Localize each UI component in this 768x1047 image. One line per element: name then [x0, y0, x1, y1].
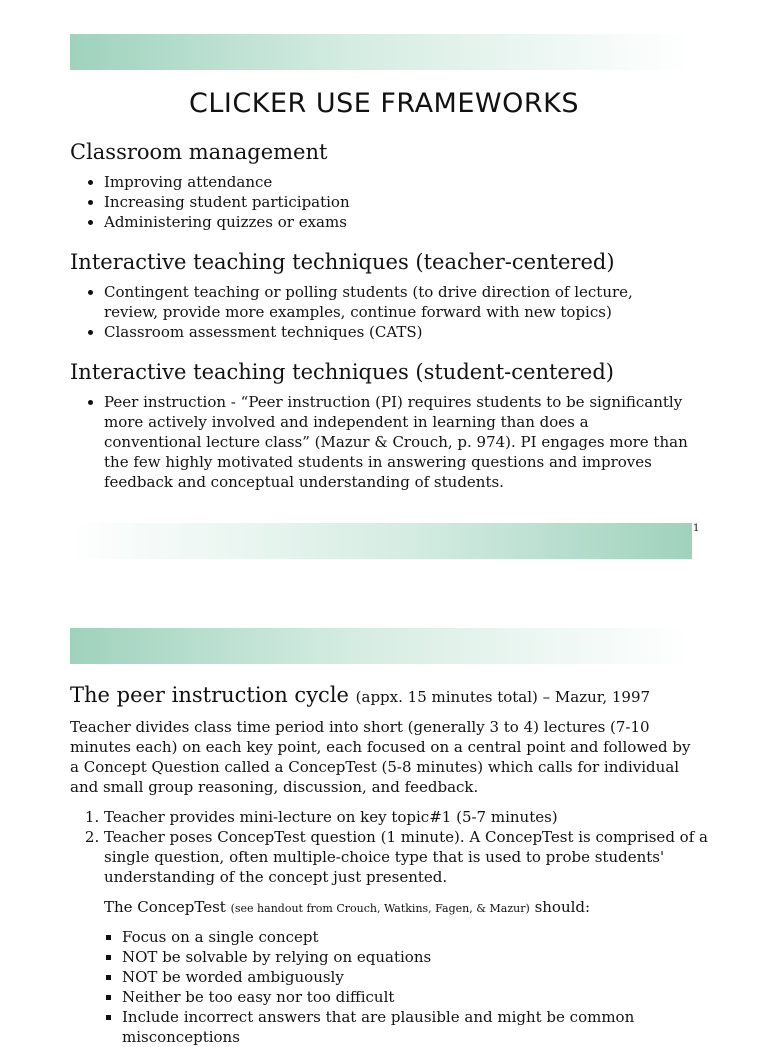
section-student-centered: [70, 360, 690, 492]
page-number: 1: [693, 523, 700, 534]
list-item: ▪ NOT be solvable by relying on equations: [122, 947, 742, 967]
intro-paragraph: Teacher divides class time period into short (generally 3 to 4) lectures (7-10 minutes each) on each key point, each focused on a central point and followed by a Concept Question called a ConcepTest (5-8 minutes) which calls for individual and small group reasoning, discussion, and feedback.: [70, 718, 691, 796]
conceptest-line: [104, 897, 742, 919]
footer-band: [70, 523, 692, 559]
list-item: 1. Teacher provides mini-lecture on key topic#1 (5-7 minutes): [104, 807, 729, 827]
list-item: • Increasing student participation: [104, 192, 350, 212]
section-classroom-management: [70, 140, 350, 232]
bullet-list: [70, 392, 690, 492]
section-peer-cycle: [70, 683, 742, 1047]
list-item: 2. Teacher poses ConcepTest question (1 minute). A ConcepTest is comprised of a single question, often multiple-choice type that is used to probe students' understanding of the concept just presented.: [104, 827, 729, 887]
list-item: ▪ Neither be too easy nor too difficult: [122, 987, 742, 1007]
section-teacher-centered: [70, 250, 690, 342]
section-heading: Interactive teaching techniques (teacher-centered): [70, 250, 615, 274]
list-item: • Classroom assessment techniques (CATS): [104, 322, 690, 342]
section-heading: Classroom management: [70, 140, 328, 164]
conceptest-prefix: The ConcepTest: [104, 898, 226, 916]
cycle-heading: [70, 683, 742, 707]
bullet-list: [70, 282, 690, 342]
list-item: • Peer instruction - “Peer instruction (PI) requires students to be significantly more actively involved and independent in learning than does a conventional lecture class” (Mazur & Crouch, p. 974). PI engages more than the few highly motivated students in answering questions and improves feedback and conceptual understanding of students.: [104, 392, 690, 492]
header-band-page2: [70, 628, 690, 664]
criteria-list: [70, 927, 742, 1047]
list-item: • Improving attendance: [104, 172, 350, 192]
list-item: ▪ Focus on a single concept: [122, 927, 742, 947]
steps-list: [70, 807, 729, 887]
conceptest-suffix: should:: [534, 898, 591, 916]
cycle-heading-main: The peer instruction cycle: [70, 683, 349, 707]
section-heading: Interactive teaching techniques (student-centered): [70, 360, 614, 384]
list-item: • Administering quizzes or exams: [104, 212, 350, 232]
list-item: ▪ NOT be worded ambiguously: [122, 967, 742, 987]
header-band-top: [70, 34, 690, 70]
list-item: • Contingent teaching or polling students (to drive direction of lecture, review, provide more examples, continue forward with new topics): [104, 282, 690, 322]
list-item: ▪ Include incorrect answers that are plausible and might be common misconceptions: [122, 1007, 742, 1047]
conceptest-note: (see handout from Crouch, Watkins, Fagen, & Mazur): [230, 902, 530, 915]
bullet-list: [70, 172, 350, 232]
cycle-heading-sub: (appx. 15 minutes total) – Mazur, 1997: [355, 688, 651, 706]
page-title: CLICKER USE FRAMEWORKS: [189, 88, 579, 119]
